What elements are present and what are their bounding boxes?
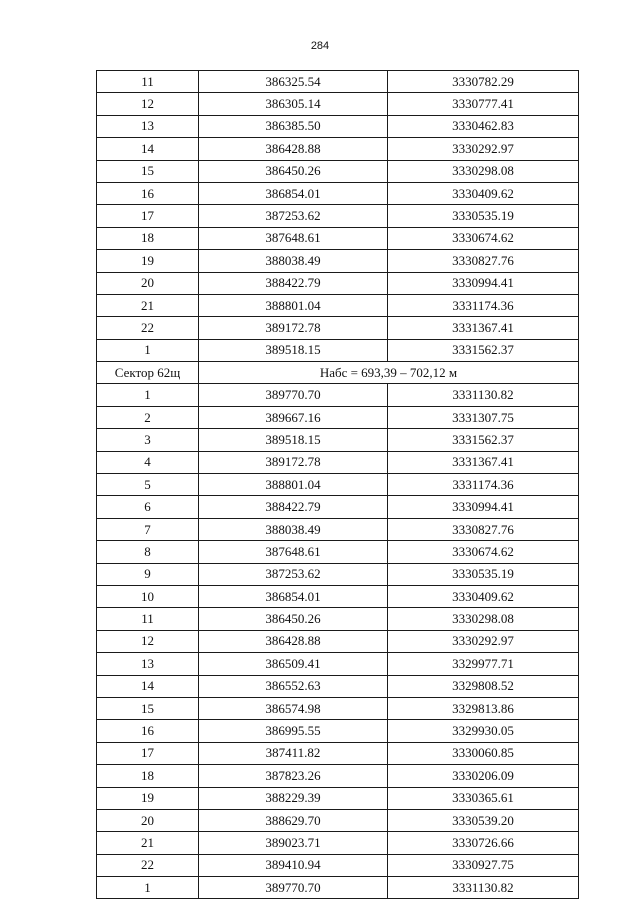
table-row <box>97 384 579 406</box>
table-row <box>97 541 579 563</box>
table-row <box>97 93 579 115</box>
y-coordinate-cell: 3330298.08 <box>388 608 579 630</box>
point-number-cell: 13 <box>97 115 199 137</box>
table-row <box>97 138 579 160</box>
point-number-cell: 19 <box>97 787 199 809</box>
table-row <box>97 765 579 787</box>
x-coordinate-cell: 388801.04 <box>199 294 388 316</box>
x-coordinate-cell: 386854.01 <box>199 182 388 204</box>
point-number-cell: 17 <box>97 742 199 764</box>
table-row <box>97 742 579 764</box>
point-number-cell: 16 <box>97 720 199 742</box>
y-coordinate-cell: 3331174.36 <box>388 294 579 316</box>
y-coordinate-cell: 3330409.62 <box>388 182 579 204</box>
y-coordinate-cell: 3331562.37 <box>388 429 579 451</box>
y-coordinate-cell: 3331562.37 <box>388 339 579 361</box>
table-row <box>97 697 579 719</box>
point-number-cell: 10 <box>97 585 199 607</box>
table-row <box>97 317 579 339</box>
y-coordinate-cell: 3331367.41 <box>388 451 579 473</box>
table-row <box>97 406 579 428</box>
table-body-sector <box>97 384 579 899</box>
x-coordinate-cell: 386574.98 <box>199 697 388 719</box>
x-coordinate-cell: 388038.49 <box>199 250 388 272</box>
y-coordinate-cell: 3330462.83 <box>388 115 579 137</box>
y-coordinate-cell: 3330535.19 <box>388 563 579 585</box>
x-coordinate-cell: 386552.63 <box>199 675 388 697</box>
table-row <box>97 832 579 854</box>
point-number-cell: 14 <box>97 138 199 160</box>
point-number-cell: 20 <box>97 809 199 831</box>
y-coordinate-cell: 3330777.41 <box>388 93 579 115</box>
point-number-cell: 1 <box>97 877 199 899</box>
table-row <box>97 809 579 831</box>
sector-label: Сектор 62щ <box>97 362 199 384</box>
x-coordinate-cell: 389518.15 <box>199 339 388 361</box>
y-coordinate-cell: 3330298.08 <box>388 160 579 182</box>
x-coordinate-cell: 386385.50 <box>199 115 388 137</box>
point-number-cell: 21 <box>97 832 199 854</box>
y-coordinate-cell: 3331130.82 <box>388 384 579 406</box>
point-number-cell: 12 <box>97 630 199 652</box>
x-coordinate-cell: 386450.26 <box>199 608 388 630</box>
table-row <box>97 115 579 137</box>
x-coordinate-cell: 389023.71 <box>199 832 388 854</box>
x-coordinate-cell: 387411.82 <box>199 742 388 764</box>
x-coordinate-cell: 389518.15 <box>199 429 388 451</box>
y-coordinate-cell: 3330535.19 <box>388 205 579 227</box>
table-row <box>97 429 579 451</box>
x-coordinate-cell: 388229.39 <box>199 787 388 809</box>
table-row <box>97 205 579 227</box>
x-coordinate-cell: 386509.41 <box>199 653 388 675</box>
sector-height-range: Набс = 693,39 – 702,12 м <box>199 362 579 384</box>
table-row <box>97 294 579 316</box>
x-coordinate-cell: 388629.70 <box>199 809 388 831</box>
table-row <box>97 339 579 361</box>
point-number-cell: 4 <box>97 451 199 473</box>
sector-header <box>97 362 579 384</box>
x-coordinate-cell: 386325.54 <box>199 71 388 93</box>
x-coordinate-cell: 387253.62 <box>199 205 388 227</box>
point-number-cell: 14 <box>97 675 199 697</box>
point-number-cell: 19 <box>97 250 199 272</box>
y-coordinate-cell: 3330994.41 <box>388 272 579 294</box>
x-coordinate-cell: 387823.26 <box>199 765 388 787</box>
y-coordinate-cell: 3329813.86 <box>388 697 579 719</box>
x-coordinate-cell: 388422.79 <box>199 496 388 518</box>
table-row <box>97 585 579 607</box>
table-row <box>97 71 579 93</box>
table-row <box>97 272 579 294</box>
table-row <box>97 877 579 899</box>
table-row <box>97 630 579 652</box>
x-coordinate-cell: 388801.04 <box>199 474 388 496</box>
table-row <box>97 227 579 249</box>
y-coordinate-cell: 3330409.62 <box>388 585 579 607</box>
y-coordinate-cell: 3330674.62 <box>388 541 579 563</box>
point-number-cell: 15 <box>97 160 199 182</box>
table-row <box>97 496 579 518</box>
x-coordinate-cell: 386450.26 <box>199 160 388 182</box>
x-coordinate-cell: 388038.49 <box>199 518 388 540</box>
point-number-cell: 12 <box>97 93 199 115</box>
y-coordinate-cell: 3330927.75 <box>388 854 579 876</box>
x-coordinate-cell: 387253.62 <box>199 563 388 585</box>
table-row <box>97 675 579 697</box>
sector-header-row <box>97 362 579 384</box>
table-row <box>97 608 579 630</box>
y-coordinate-cell: 3329977.71 <box>388 653 579 675</box>
x-coordinate-cell: 389770.70 <box>199 877 388 899</box>
table-body-top <box>97 71 579 362</box>
y-coordinate-cell: 3330726.66 <box>388 832 579 854</box>
x-coordinate-cell: 386428.88 <box>199 138 388 160</box>
table-row <box>97 787 579 809</box>
point-number-cell: 22 <box>97 854 199 876</box>
y-coordinate-cell: 3330827.76 <box>388 250 579 272</box>
y-coordinate-cell: 3330060.85 <box>388 742 579 764</box>
point-number-cell: 18 <box>97 765 199 787</box>
point-number-cell: 21 <box>97 294 199 316</box>
point-number-cell: 11 <box>97 71 199 93</box>
point-number-cell: 5 <box>97 474 199 496</box>
table-row <box>97 474 579 496</box>
point-number-cell: 15 <box>97 697 199 719</box>
point-number-cell: 1 <box>97 384 199 406</box>
y-coordinate-cell: 3331307.75 <box>388 406 579 428</box>
point-number-cell: 2 <box>97 406 199 428</box>
y-coordinate-cell: 3330827.76 <box>388 518 579 540</box>
y-coordinate-cell: 3331130.82 <box>388 877 579 899</box>
point-number-cell: 11 <box>97 608 199 630</box>
table-row <box>97 518 579 540</box>
point-number-cell: 18 <box>97 227 199 249</box>
page-number: 284 <box>310 40 330 52</box>
y-coordinate-cell: 3330674.62 <box>388 227 579 249</box>
y-coordinate-cell: 3330206.09 <box>388 765 579 787</box>
x-coordinate-cell: 389770.70 <box>199 384 388 406</box>
x-coordinate-cell: 389667.16 <box>199 406 388 428</box>
point-number-cell: 16 <box>97 182 199 204</box>
y-coordinate-cell: 3331367.41 <box>388 317 579 339</box>
y-coordinate-cell: 3330782.29 <box>388 71 579 93</box>
y-coordinate-cell: 3331174.36 <box>388 474 579 496</box>
x-coordinate-cell: 386995.55 <box>199 720 388 742</box>
point-number-cell: 6 <box>97 496 199 518</box>
x-coordinate-cell: 386428.88 <box>199 630 388 652</box>
table-row <box>97 563 579 585</box>
table-row <box>97 854 579 876</box>
point-number-cell: 9 <box>97 563 199 585</box>
x-coordinate-cell: 386305.14 <box>199 93 388 115</box>
point-number-cell: 7 <box>97 518 199 540</box>
point-number-cell: 1 <box>97 339 199 361</box>
y-coordinate-cell: 3330292.97 <box>388 630 579 652</box>
x-coordinate-cell: 389172.78 <box>199 451 388 473</box>
point-number-cell: 8 <box>97 541 199 563</box>
table-row <box>97 182 579 204</box>
x-coordinate-cell: 389172.78 <box>199 317 388 339</box>
y-coordinate-cell: 3330994.41 <box>388 496 579 518</box>
point-number-cell: 17 <box>97 205 199 227</box>
y-coordinate-cell: 3330539.20 <box>388 809 579 831</box>
point-number-cell: 22 <box>97 317 199 339</box>
x-coordinate-cell: 387648.61 <box>199 541 388 563</box>
table-row <box>97 653 579 675</box>
y-coordinate-cell: 3330292.97 <box>388 138 579 160</box>
point-number-cell: 20 <box>97 272 199 294</box>
y-coordinate-cell: 3329930.05 <box>388 720 579 742</box>
coordinates-table <box>96 70 579 899</box>
table-row <box>97 250 579 272</box>
point-number-cell: 3 <box>97 429 199 451</box>
y-coordinate-cell: 3330365.61 <box>388 787 579 809</box>
table-row <box>97 160 579 182</box>
table-row <box>97 451 579 473</box>
y-coordinate-cell: 3329808.52 <box>388 675 579 697</box>
x-coordinate-cell: 386854.01 <box>199 585 388 607</box>
point-number-cell: 13 <box>97 653 199 675</box>
table-row <box>97 720 579 742</box>
x-coordinate-cell: 387648.61 <box>199 227 388 249</box>
x-coordinate-cell: 389410.94 <box>199 854 388 876</box>
x-coordinate-cell: 388422.79 <box>199 272 388 294</box>
